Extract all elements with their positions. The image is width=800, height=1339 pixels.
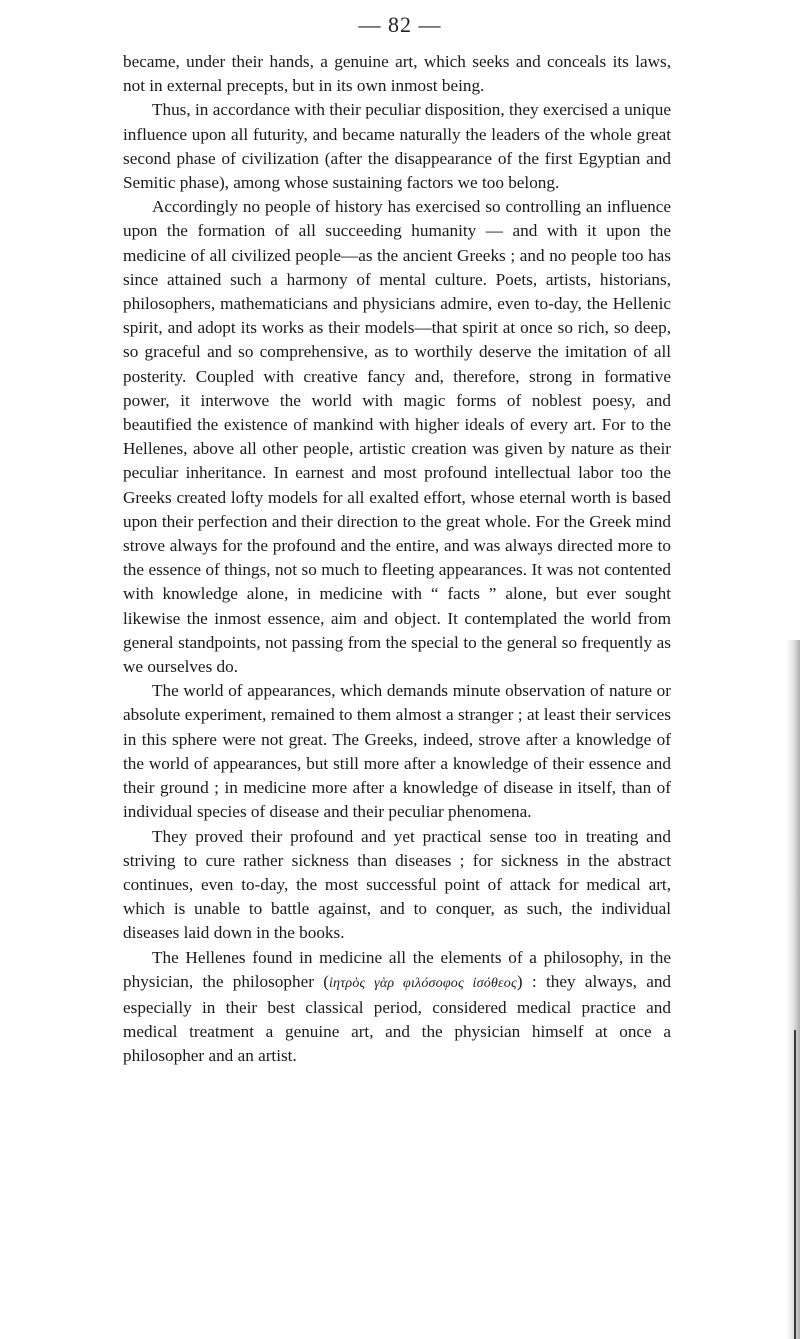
page-edge-shadow — [786, 640, 800, 1339]
paragraph: They proved their profound and yet practical sense too in treating and striving to cure rather sickness than diseases ; for sickness in the abstract continues, even to-day, the most successful point of attack for medical art, which is unable to battle against, and to conquer, as such, the individual diseases laid down in the books. — [123, 826, 671, 943]
greek-quotation: ἰητρὸς γὰρ φιλόσοφος ἰσόθεος — [328, 975, 517, 991]
final-text-before: The Hellenes found in medicine all the elements of a philosophy, in the physician, the philosopher ( — [123, 947, 671, 991]
paragraph-final — [123, 946, 671, 1069]
paragraph: became, under their hands, a genuine art, which seeks and conceals its laws, not in external precepts, but in its own inmost being. — [123, 52, 671, 96]
page-number-header: — 82 — — [358, 12, 442, 37]
final-text-after: ) : they always, and especially in their best classical period, considered medical practice and medical treatment a genuine art, and the physician himself at once a philosopher and an artist. — [123, 971, 672, 1066]
page-edge-line — [794, 1030, 796, 1339]
body-text — [123, 50, 671, 1069]
paragraph: The world of appearances, which demands minute observation of nature or absolute experiment, remained to them almost a stranger ; at least their services in this sphere were not great. The Greeks, indeed, strove after a knowledge of the world of appearances, but still more after a knowledge of their essence and their ground ; in medicine more after a knowledge of disease in itself, than of individual species of disease and their peculiar phenomena. — [123, 681, 671, 822]
paragraph: Accordingly no people of history has exercised so controlling an influence upon the formation of all succeeding humanity — and with it upon the medicine of all civilized people—as the ancient Greeks ; and no people too has since attained such a harmony of mental culture. Poets, artists, historians, philosophers, mathematicians and physicians admire, even to-day, the Hellenic spirit, and adopt its works as their models—that spirit at once so rich, so deep, so graceful and so comprehensive, as to worthily deserve the imitation of all posterity. Coupled with creative fancy and, therefore, strong in formative power, it interwove the world with magic forms of noblest poesy, and beautified the existence of mankind with higher ideals of every art. For to the Hellenes, above all other people, artistic creation was given by nature as their peculiar inheritance. In earnest and most profound intellectual labor too the Greeks created lofty models for all exalted effort, whose eternal worth is based upon their perfection and their direction to the great whole. For the Greek mind strove always for the profound and the entire, and was always directed more to the essence of things, not so much to fleeting appearances. It was not contented with knowledge alone, in medicine with “ facts ” alone, but ever sought likewise the inmost essence, aim and object. It contemplated the world from general standpoints, not passing from the special to the general so frequently as we ourselves do. — [123, 197, 671, 677]
paragraph: Thus, in accordance with their peculiar disposition, they exercised a unique influence upon all futurity, and became naturally the leaders of the whole great second phase of civilization (after the disappearance of the first Egyptian and Semitic phase), among whose sustaining factors we too belong. — [123, 100, 671, 193]
